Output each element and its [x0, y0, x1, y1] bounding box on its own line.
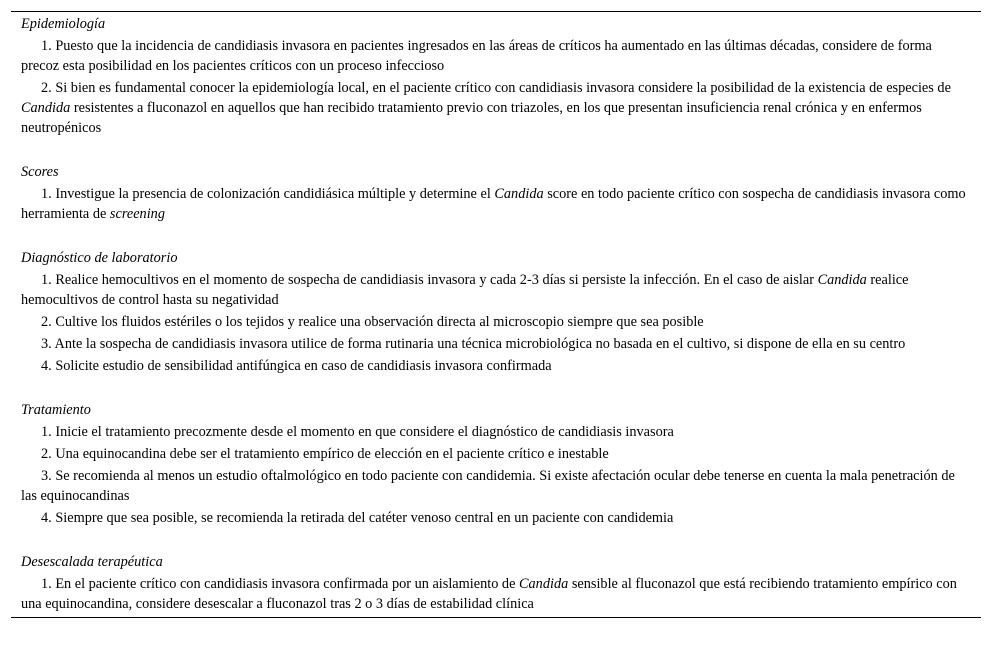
- list-item: [21, 312, 971, 332]
- list-item: [21, 36, 971, 76]
- list-item: [21, 422, 971, 442]
- list-item: [21, 444, 971, 464]
- item-number: 2.: [41, 80, 52, 96]
- section-heading: Scores: [21, 164, 59, 180]
- item-text: resistentes a fluconazol en aquellos que han recibido tratamiento previo con triazoles, en los que presentan insuficiencia renal crónica y en enfermos neutropénicos: [21, 100, 922, 136]
- item-text: Puesto que la incidencia de candidiasis invasora en pacientes ingresados en las áreas de críticos ha aumentado en las últimas décadas, considere de forma precoz esta posibilidad en los pacientes críticos con un proceso infeccioso: [21, 38, 932, 74]
- item-text-italic: Candida: [21, 100, 71, 116]
- list-item: [21, 466, 971, 506]
- item-text: Realice hemocultivos en el momento de sospecha de candidiasis invasora y cada 2-3 días si persiste la infección. En el caso de aislar: [55, 272, 818, 288]
- item-number: 1.: [41, 576, 52, 592]
- item-text-italic: screening: [109, 206, 165, 222]
- list-item: [21, 508, 971, 528]
- section-diagnostico: [21, 248, 971, 376]
- section-scores: [21, 162, 971, 224]
- item-number: 1.: [41, 38, 52, 54]
- item-text: realice hemocultivos de control hasta su negatividad: [21, 272, 909, 308]
- item-number: 1.: [41, 186, 52, 202]
- item-text: Solicite estudio de sensibilidad antifúngica en caso de candidiasis invasora confirmada: [55, 358, 552, 374]
- list-item: [21, 78, 971, 138]
- item-text: Investigue la presencia de colonización candidiásica múltiple y determine el: [55, 186, 495, 202]
- item-text: Cultive los fluidos estériles o los tejidos y realice una observación directa al microscopio siempre que sea posible: [55, 314, 704, 330]
- list-item: [21, 184, 971, 224]
- item-text: sensible al fluconazol que está recibiendo tratamiento empírico con una equinocandina, considere desescalar a fluconazol tras 2 o 3 días de estabilidad clínica: [21, 576, 957, 612]
- item-text: score en todo paciente crítico con sospecha de candidiasis invasora como herramienta de: [21, 186, 966, 222]
- section-heading: Epidemiología: [21, 16, 106, 32]
- item-number: 1.: [41, 424, 52, 440]
- item-text-italic: Candida: [519, 576, 569, 592]
- recommendations-table: [11, 11, 981, 618]
- item-text: Una equinocandina debe ser el tratamiento empírico de elección en el paciente crítico e inestable: [55, 446, 609, 462]
- item-text: Se recomienda al menos un estudio oftalmológico en todo paciente con candidemia. Si existe afectación ocular debe tenerse en cuenta la mala penetración de las equinocandinas: [21, 468, 955, 504]
- section-heading: Desescalada terapéutica: [21, 554, 163, 570]
- list-item: [21, 334, 971, 354]
- item-text: Si bien es fundamental conocer la epidemiología local, en el paciente crítico con candidiasis invasora considere la posibilidad de la existencia de especies de: [55, 80, 951, 96]
- item-number: 4.: [41, 510, 52, 526]
- item-number: 4.: [41, 358, 52, 374]
- section-tratamiento: [21, 400, 971, 528]
- list-item: [21, 356, 971, 376]
- section-desescalada: [21, 552, 971, 614]
- item-number: 2.: [41, 314, 52, 330]
- item-number: 3.: [41, 468, 52, 484]
- item-text: Inicie el tratamiento precozmente desde el momento en que considere el diagnóstico de candidiasis invasora: [55, 424, 674, 440]
- item-text-italic: Candida: [817, 272, 867, 288]
- section-heading: Tratamiento: [21, 402, 91, 418]
- item-text: Siempre que sea posible, se recomienda la retirada del catéter venoso central en un paciente con candidemia: [55, 510, 674, 526]
- item-text: En el paciente crítico con candidiasis invasora confirmada por un aislamiento de: [55, 576, 519, 592]
- item-number: 2.: [41, 446, 52, 462]
- item-text: Ante la sospecha de candidiasis invasora utilice de forma rutinaria una técnica microbiológica no basada en el cultivo, si dispone de ella en su centro: [54, 336, 906, 352]
- section-heading: Diagnóstico de laboratorio: [21, 250, 178, 266]
- item-number: 1.: [41, 272, 52, 288]
- list-item: [21, 574, 971, 614]
- item-number: 3.: [41, 336, 52, 352]
- list-item: [21, 270, 971, 310]
- section-epidemiologia: [21, 14, 971, 138]
- item-text-italic: Candida: [494, 186, 544, 202]
